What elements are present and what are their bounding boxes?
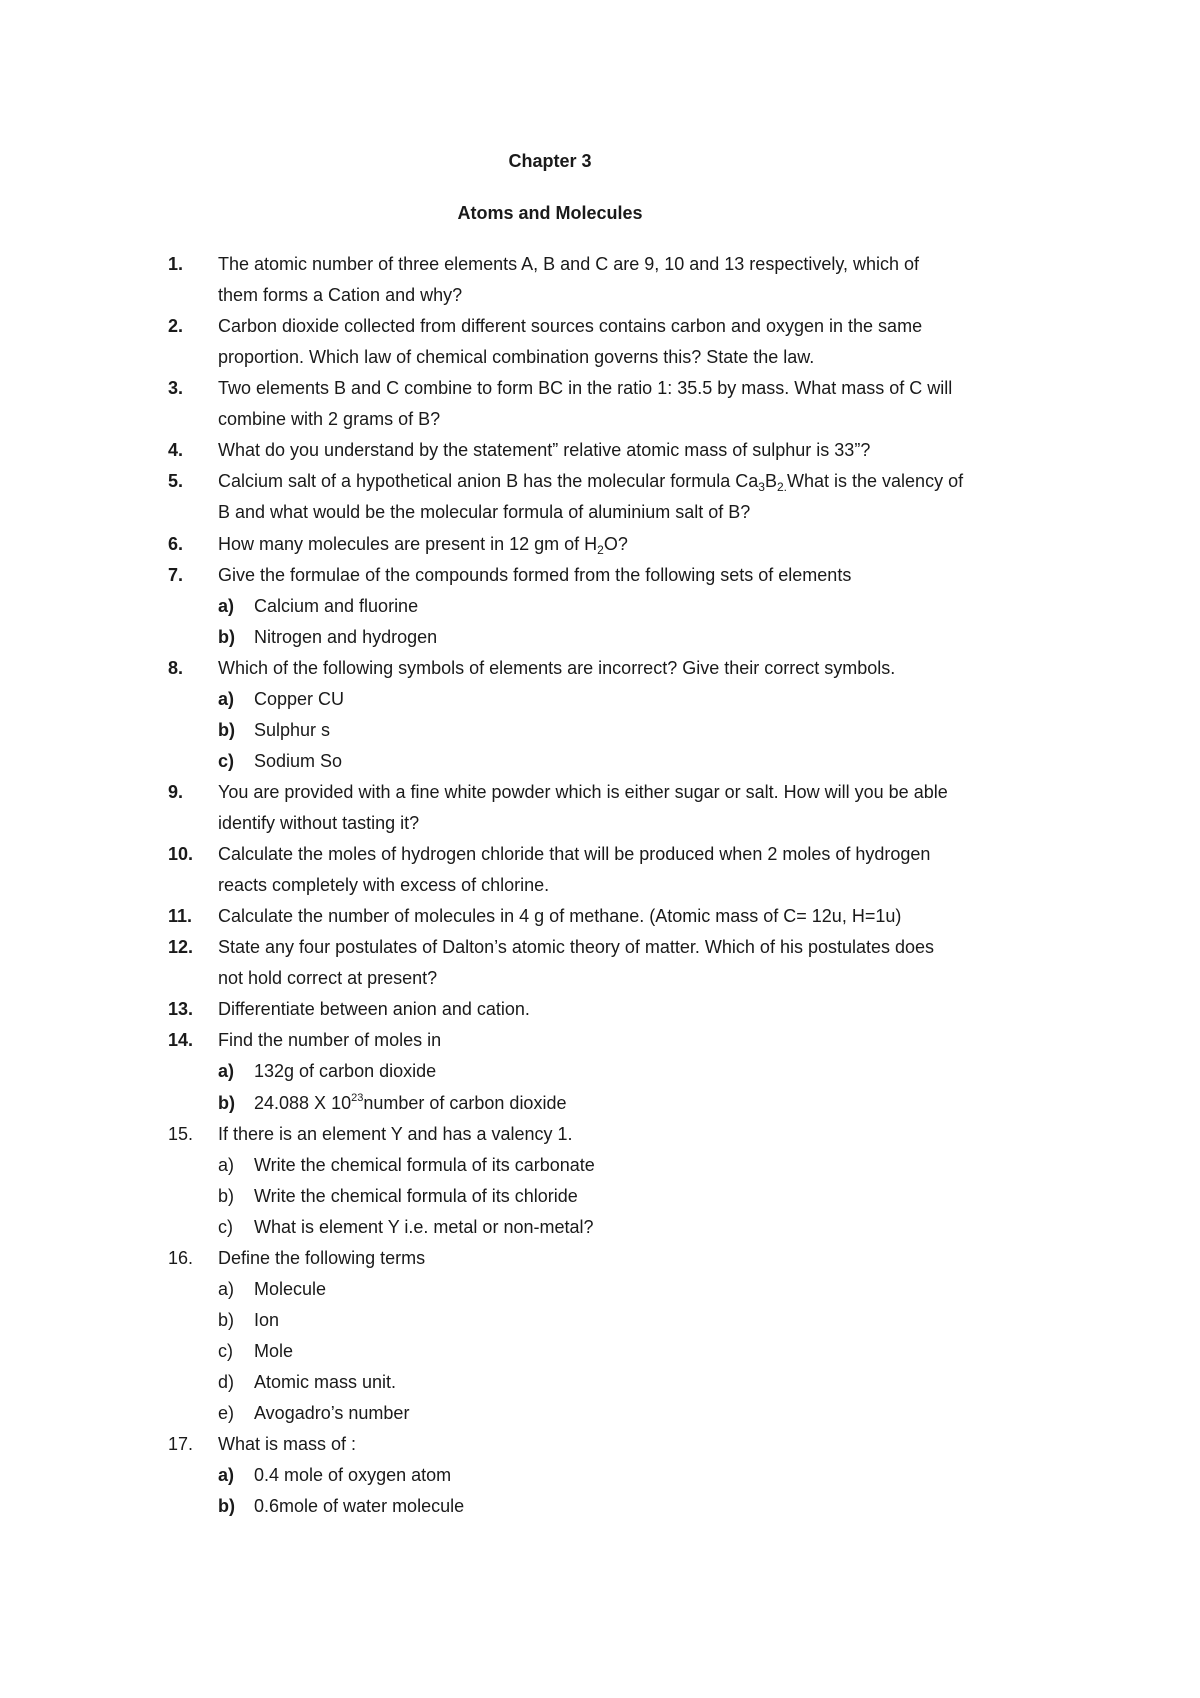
question-text: Calculate the moles of hydrogen chloride that will be produced when 2 moles of hydrogen xyxy=(218,844,931,864)
subscript: 2. xyxy=(776,480,787,494)
sub-item-text: Avogadro’s number xyxy=(254,1403,410,1423)
question-text xyxy=(218,469,963,493)
sub-item-text: Sulphur s xyxy=(254,720,331,740)
question-text: B and what would be the molecular formula of aluminium salt of B? xyxy=(218,502,751,522)
formula-text: 24.088 X 10 xyxy=(254,1093,352,1113)
question-number: 10. xyxy=(168,844,194,864)
question-number: 7. xyxy=(168,565,184,585)
question-number: 1. xyxy=(168,254,184,274)
sub-item-label: b) xyxy=(218,627,235,647)
question-text: What do you understand by the statement” relative atomic mass of sulphur is 33”? xyxy=(218,440,871,460)
question-text: Give the formulae of the compounds formed from the following sets of elements xyxy=(218,565,852,585)
formula-text: How many molecules are present in 12 gm of H xyxy=(218,534,598,554)
sub-item-text: Write the chemical formula of its carbonate xyxy=(254,1155,595,1175)
sub-item-label: a) xyxy=(218,1155,235,1175)
sub-item-text: What is element Y i.e. metal or non-metal? xyxy=(254,1217,594,1237)
question-text: them forms a Cation and why? xyxy=(218,285,463,305)
sub-item-text: Ion xyxy=(254,1310,280,1330)
question-number: 6. xyxy=(168,534,184,554)
sub-item-label: b) xyxy=(218,1093,235,1113)
sub-item-text: Atomic mass unit. xyxy=(254,1372,397,1392)
question-number: 9. xyxy=(168,782,184,802)
sub-item-label: a) xyxy=(218,689,235,709)
page-subtitle: Atoms and Molecules xyxy=(457,203,643,223)
question-text: Which of the following symbols of elements are incorrect? Give their correct symbols. xyxy=(218,658,896,678)
superscript: 23 xyxy=(351,1092,364,1104)
sub-item-label: c) xyxy=(218,1341,233,1361)
sub-item-text: Calcium and fluorine xyxy=(254,596,419,616)
question-text: Find the number of moles in xyxy=(218,1030,442,1050)
question-number: 17. xyxy=(168,1434,194,1454)
question-text: State any four postulates of Dalton’s atomic theory of matter. Which of his postulates does xyxy=(218,937,935,957)
sub-item-text xyxy=(254,1091,566,1115)
question-text: proportion. Which law of chemical combination governs this? State the law. xyxy=(218,347,815,367)
question-text-tail: What is the valency of xyxy=(787,471,964,491)
sub-item-text: Sodium So xyxy=(254,751,343,771)
question-text: combine with 2 grams of B? xyxy=(218,409,441,429)
question-number: 14. xyxy=(168,1030,194,1050)
sub-item-label: b) xyxy=(218,1310,235,1330)
question-text: Carbon dioxide collected from different sources contains carbon and oxygen in the same xyxy=(218,316,923,336)
question-text: Two elements B and C combine to form BC in the ratio 1: 35.5 by mass. What mass of C will xyxy=(218,378,953,398)
page-title: Chapter 3 xyxy=(508,151,592,171)
sub-item-label: b) xyxy=(218,720,235,740)
question-number: 8. xyxy=(168,658,184,678)
sub-item-label: e) xyxy=(218,1403,235,1423)
question-number: 4. xyxy=(168,440,184,460)
sub-item-text: 132g of carbon dioxide xyxy=(254,1061,437,1081)
question-text: Differentiate between anion and cation. xyxy=(218,999,530,1019)
sub-item-label: c) xyxy=(218,751,235,771)
question-text: identify without tasting it? xyxy=(218,813,420,833)
subscript: 2 xyxy=(597,543,604,557)
sub-item-text: Write the chemical formula of its chloride xyxy=(254,1186,578,1206)
question-number: 11. xyxy=(168,906,193,926)
question-text: If there is an element Y and has a valency 1. xyxy=(218,1124,573,1144)
sub-item-text: Copper CU xyxy=(254,689,345,709)
formula-text: B xyxy=(764,471,777,491)
sub-item-label: a) xyxy=(218,1465,235,1485)
sub-item-text: Nitrogen and hydrogen xyxy=(254,627,438,647)
question-text: You are provided with a fine white powder which is either sugar or salt. How will you be able xyxy=(218,782,948,802)
question-number: 5. xyxy=(168,471,184,491)
question-number: 12. xyxy=(168,937,194,957)
question-text xyxy=(218,532,628,556)
question-number: 15. xyxy=(168,1124,194,1144)
question-text: The atomic number of three elements A, B and C are 9, 10 and 13 respectively, which of xyxy=(218,254,920,274)
subscript: 3 xyxy=(758,480,765,494)
sub-item-text: Mole xyxy=(254,1341,294,1361)
sub-item-label: a) xyxy=(218,1279,235,1299)
question-text: not hold correct at present? xyxy=(218,968,438,988)
question-text: Define the following terms xyxy=(218,1248,426,1268)
sub-item-label: b) xyxy=(218,1186,235,1206)
question-number: 2. xyxy=(168,316,184,336)
sub-item-text: 0.6mole of water molecule xyxy=(254,1496,465,1516)
question-number: 3. xyxy=(168,378,184,398)
sub-item-label: d) xyxy=(218,1372,235,1392)
question-text: What is mass of : xyxy=(218,1434,357,1454)
sub-item-text: 0.4 mole of oxygen atom xyxy=(254,1465,452,1485)
sub-item-label: a) xyxy=(218,1061,235,1081)
question-text: Calculate the number of molecules in 4 g of methane. (Atomic mass of C= 12u, H=1u) xyxy=(218,906,902,926)
formula-text: number of carbon dioxide xyxy=(363,1093,567,1113)
sub-item-text: Molecule xyxy=(254,1279,327,1299)
formula-text: O? xyxy=(603,534,628,554)
question-number: 16. xyxy=(168,1248,194,1268)
formula-text: Calcium salt of a hypothetical anion B has the molecular formula Ca xyxy=(218,471,759,491)
question-number: 13. xyxy=(168,999,194,1019)
sub-item-label: a) xyxy=(218,596,235,616)
sub-item-label: b) xyxy=(218,1496,235,1516)
question-text: reacts completely with excess of chlorine. xyxy=(218,875,550,895)
sub-item-label: c) xyxy=(218,1217,233,1237)
